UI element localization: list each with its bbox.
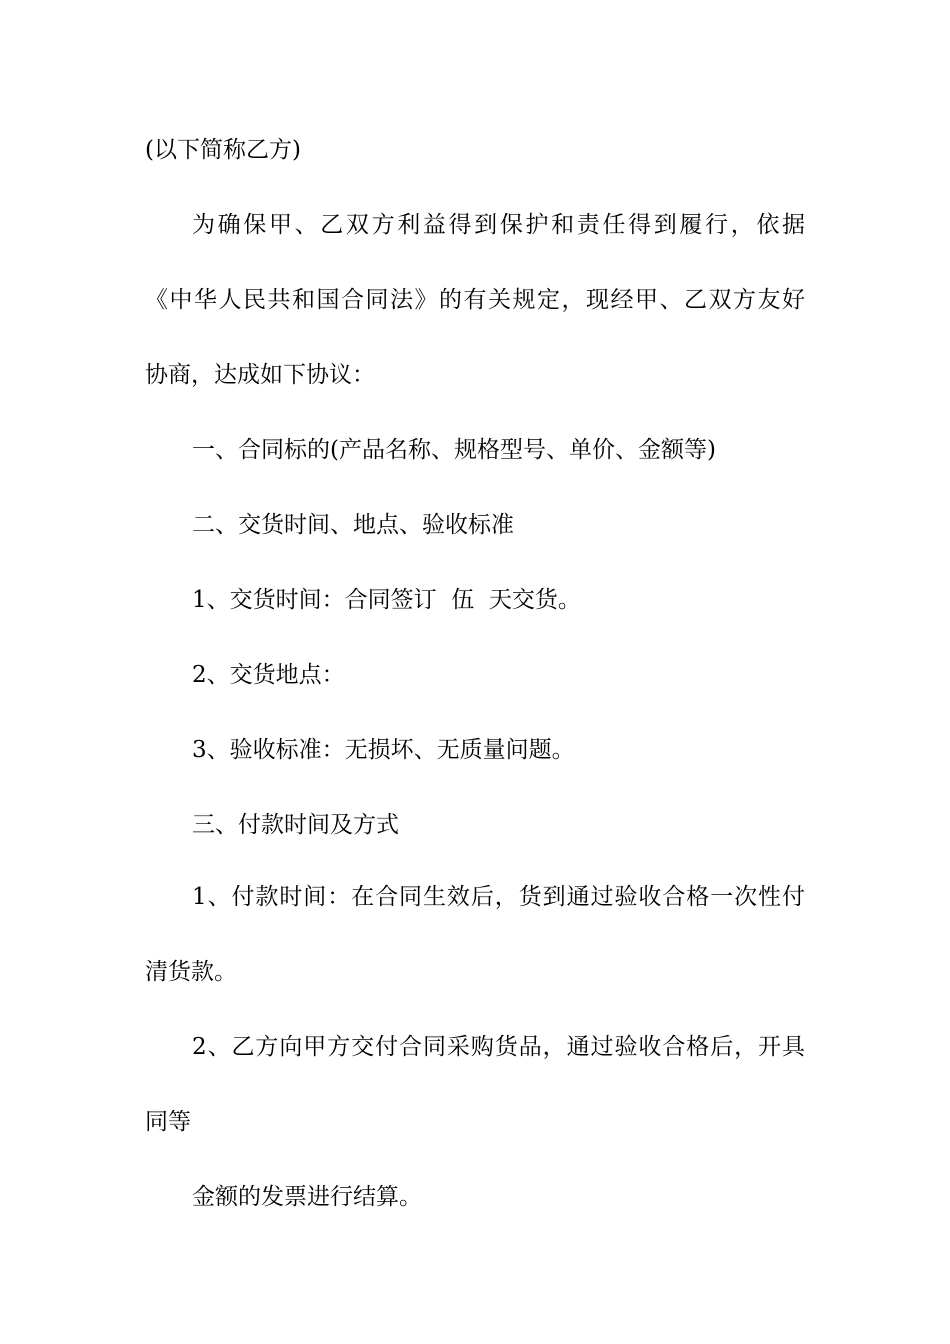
preamble-line-1: 为确保甲、乙双方利益得到保护和责任得到履行，依据 — [192, 212, 805, 238]
invoice-clause-line-2: 同等 — [145, 1109, 191, 1135]
delivery-location-clause: 2、交货地点： — [192, 662, 345, 688]
preamble-line-3: 协商，达成如下协议： — [145, 362, 375, 388]
party-b-abbreviation: (以下简称乙方) — [145, 137, 301, 163]
section-heading-delivery: 二、交货时间、地点、验收标准 — [192, 512, 514, 538]
invoice-clause-line-1: 2、乙方向甲方交付合同采购货品，通过验收合格后，开具 — [192, 1034, 805, 1060]
payment-time-clause-line-1: 1、付款时间：在合同生效后，货到通过验收合格一次性付 — [192, 884, 805, 910]
preamble-line-2: 《中华人民共和国合同法》的有关规定，现经甲、乙双方友好 — [145, 287, 805, 313]
acceptance-standard-clause: 3、验收标准：无损坏、无质量问题。 — [192, 737, 575, 763]
delivery-time-clause: 1、交货时间：合同签订 伍 天交货。 — [192, 587, 581, 613]
invoice-clause-line-3: 金额的发票进行结算。 — [192, 1184, 422, 1210]
section-heading-payment: 三、付款时间及方式 — [192, 812, 399, 838]
section-heading-contract-subject: 一、合同标的(产品名称、规格型号、单价、金额等) — [192, 437, 716, 463]
payment-time-clause-line-2: 清货款。 — [145, 959, 237, 985]
